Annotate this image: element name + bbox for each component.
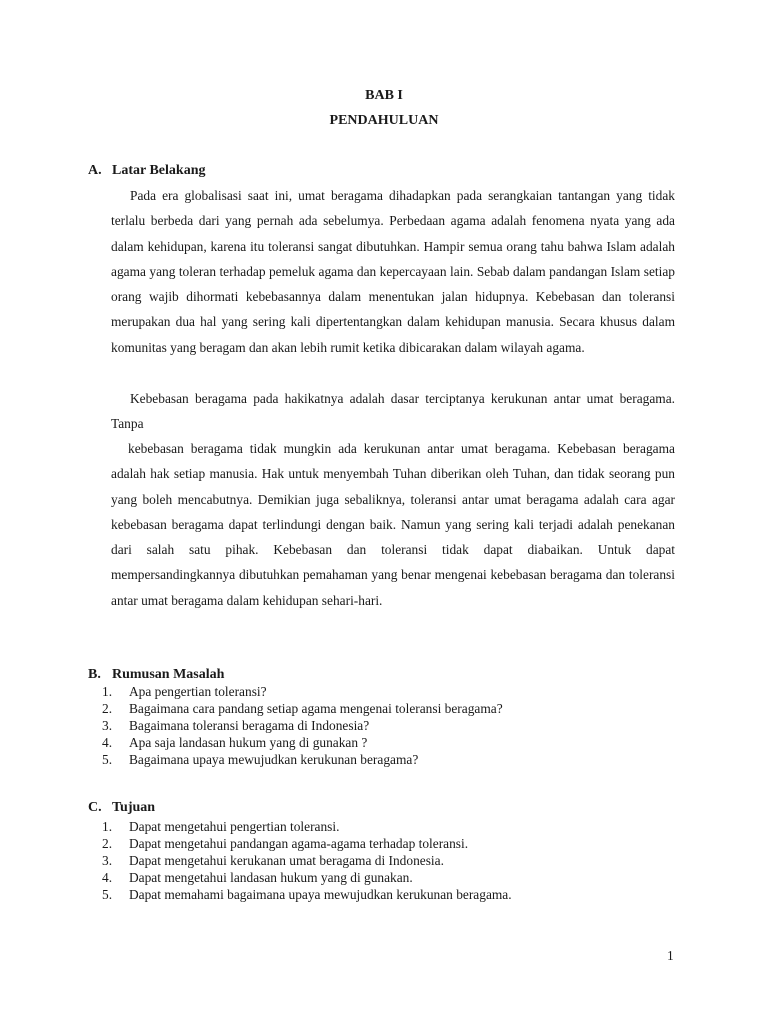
page-number: 1 — [667, 948, 674, 963]
list-item: 4. Apa saja landasan hukum yang di gunakan ? — [102, 735, 368, 750]
section-c-label: C. — [88, 800, 102, 815]
list-item: 5. Bagaimana upaya mewujudkan kerukunan beragama? — [102, 752, 419, 767]
section-b-label: B. — [88, 667, 101, 682]
goals-list — [102, 818, 682, 903]
section-a-label: A. — [88, 163, 102, 178]
chapter-number: BAB I — [365, 88, 403, 103]
paragraph-3: kebebasan beragama tidak mungkin ada kerukunan antar umat beragama. Kebebasan beragama adalah hak setiap manusia. Hak untuk menyembah Tuhan diberikan oleh Tuhan, dan tidak seorang pun yang boleh mencabutnya. Demikian juga sebaliknya, toleransi antar umat beragama adalah cara agar kebebasan beragama dapat terlindungi dengan baik. Namun yang sering kali terjadi adalah penekanan dari salah satu pihak. Kebebasan dan toleransi tidak dapat diabaikan. Untuk dapat mempersandingkannya dibutuhkan pemahaman yang benar mengenai kebebasan beragama dan toleransi antar umat beragama dalam kehidupan sehari-hari. — [111, 441, 675, 608]
problem-list — [102, 683, 682, 768]
list-item: 2. Bagaimana cara pandang setiap agama mengenai toleransi beragama? — [102, 701, 503, 716]
list-item: 2. Dapat mengetahui pandangan agama-agama terhadap toleransi. — [102, 836, 469, 851]
list-item: 3. Dapat mengetahui kerukanan umat beragama di Indonesia. — [102, 853, 444, 868]
list-item: 1. Dapat mengetahui pengertian toleransi. — [102, 819, 340, 834]
section-a-title: Latar Belakang — [112, 163, 206, 178]
section-a-heading — [88, 163, 205, 179]
list-item: 1. Apa pengertian toleransi? — [102, 684, 267, 699]
list-item: 3. Bagaimana toleransi beragama di Indonesia? — [102, 718, 370, 733]
chapter-title: PENDAHULUAN — [329, 113, 439, 128]
section-b-title: Rumusan Masalah — [112, 667, 225, 682]
list-item: 5. Dapat memahami bagaimana upaya mewujudkan kerukunan beragama. — [102, 887, 512, 902]
list-item: 4. Dapat mengetahui landasan hukum yang di gunakan. — [102, 870, 413, 885]
section-c-heading — [88, 800, 155, 816]
section-b-heading — [88, 667, 224, 683]
section-c-title: Tujuan — [112, 800, 156, 815]
paragraph-1: Pada era globalisasi saat ini, umat beragama dihadapkan pada serangkaian tantangan yang tidak terlalu berbeda dari yang pernah ada sebelumya. Perbedaan agama adalah fenomena nyata yang ada dalam kehidupan, karena itu toleransi sangat dibutuhkan. Hampir semua orang tahu bahwa Islam adalah agama yang toleran terhadap pemeluk agama dan kepercayaan lain. Sebab dalam pandangan Islam setiap orang wajib dihormati kebebasannya dalam menentukan jalan hidupnya. Kebebasan dan toleransi merupakan dua hal yang sering kali dipertentangkan dalam kehidupan manusia. Secara khusus dalam komunitas yang beragam dan akan lebih rumit ketika dibicarakan dalam wilayah agama. — [111, 188, 675, 355]
paragraph-2: Kebebasan beragama pada hakikatnya adalah dasar terciptanya kerukunan antar umat beragama. Tanpa — [111, 391, 675, 432]
